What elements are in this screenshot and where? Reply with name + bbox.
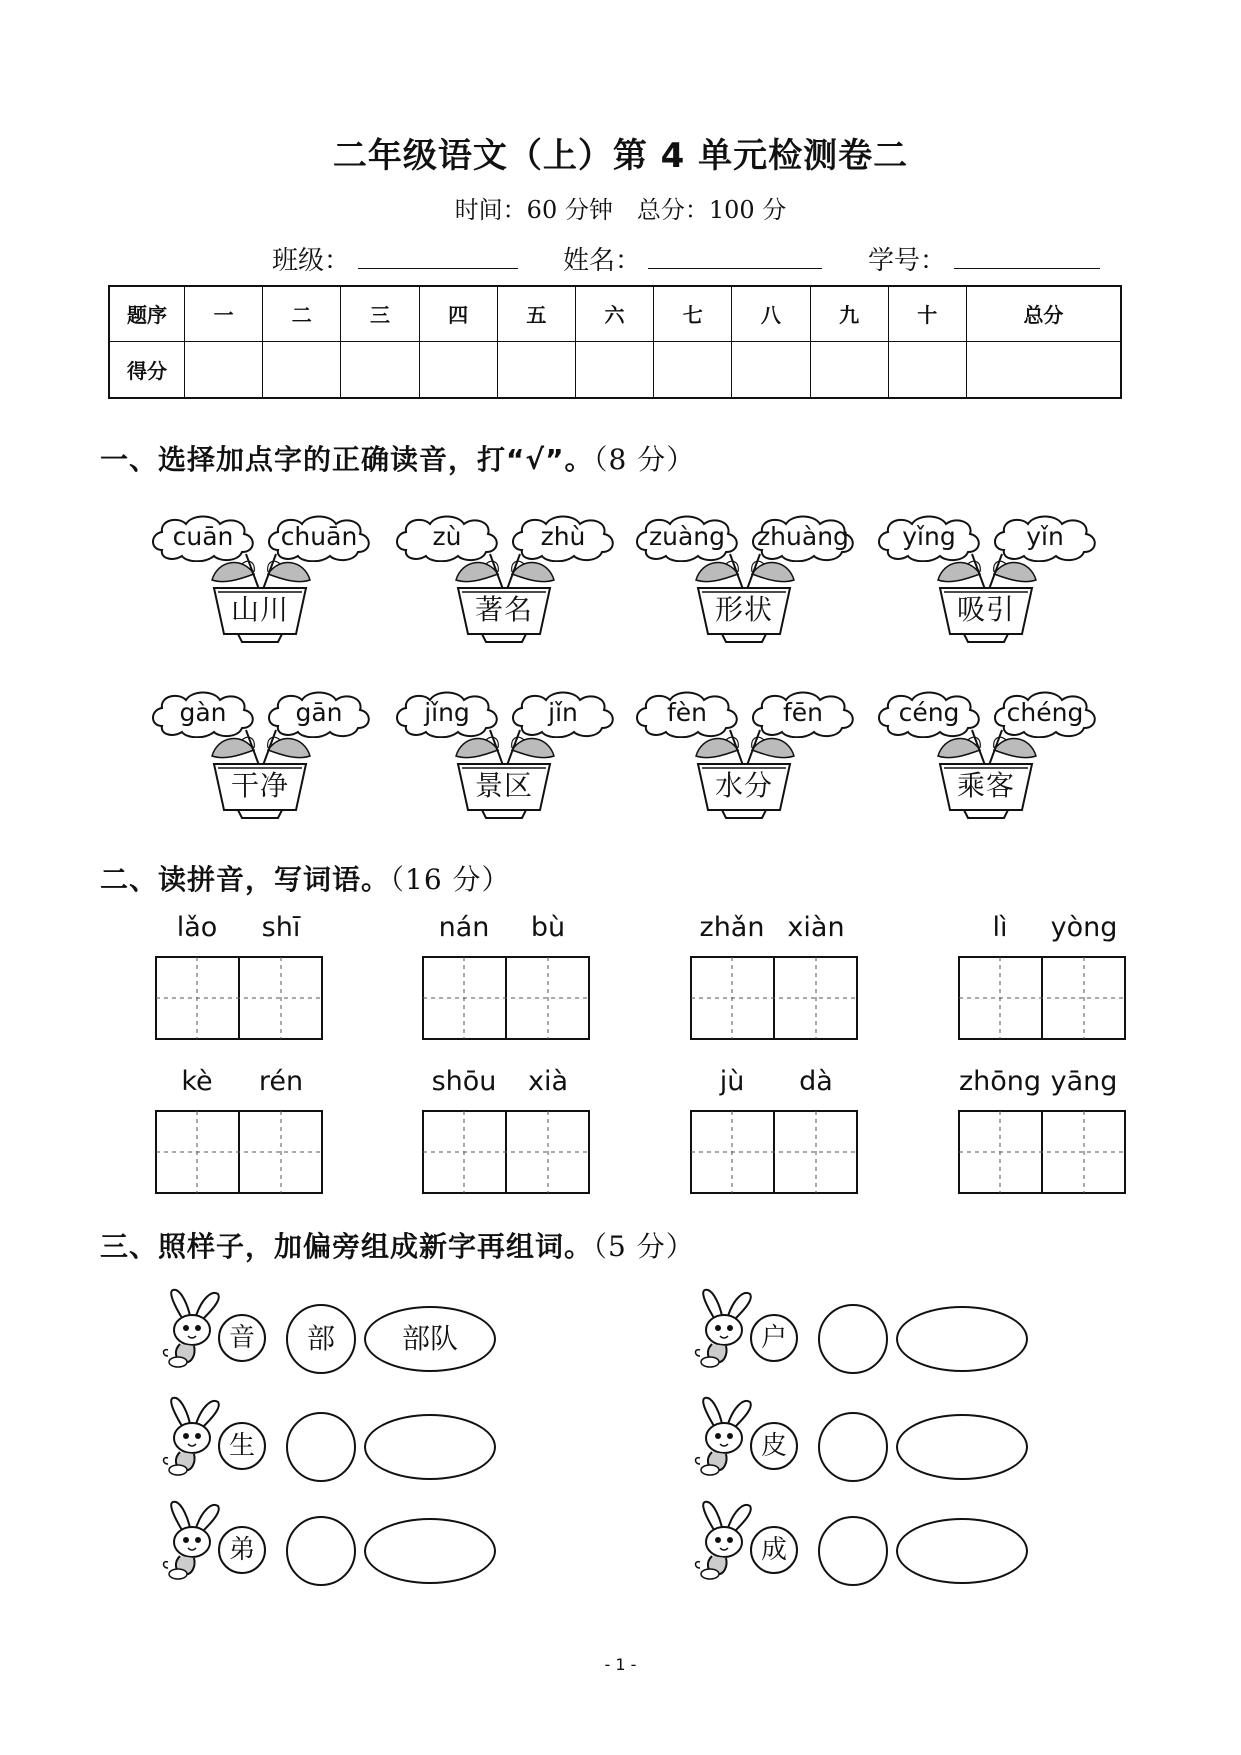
score-col: 四 [419, 286, 497, 341]
writing-grid[interactable] [690, 956, 858, 1040]
base-character: 皮 [750, 1422, 798, 1470]
new-character-circle[interactable] [286, 1412, 356, 1482]
target-word: 吸引 [956, 593, 1015, 626]
new-character-circle[interactable]: 部 [286, 1304, 356, 1374]
score-cell[interactable] [654, 341, 732, 398]
section-1-heading [100, 438, 695, 478]
score-col: 六 [575, 286, 653, 341]
pinyin-syllable-2: xià [527, 1066, 569, 1097]
score-cell[interactable] [810, 341, 888, 398]
flower-pot [694, 584, 794, 644]
writing-grid[interactable] [155, 956, 323, 1040]
target-word: 干净 [230, 769, 289, 802]
pinyin-syllable-1: nán [438, 912, 490, 943]
word-oval[interactable] [364, 1518, 496, 1584]
pinyin-syllable-2: yòng [1050, 912, 1118, 943]
base-character: 音 [218, 1314, 266, 1362]
pinyin-option-1: yǐng [902, 522, 956, 551]
section-1-title: 一、选择加点字的正确读音，打“√”。 [100, 443, 594, 476]
pinyin-option-1: jǐng [424, 698, 470, 727]
writing-grid[interactable] [155, 1110, 323, 1194]
target-word: 著名 [474, 593, 533, 626]
pinyin-option-2: zhù [540, 522, 586, 551]
score-table-row-label: 得分 [109, 341, 185, 398]
writing-grid[interactable] [958, 1110, 1126, 1194]
word-oval[interactable] [896, 1518, 1028, 1584]
class-label: 班级： [272, 246, 351, 276]
score-col: 八 [732, 286, 810, 341]
pinyin-option-1: zuàng [648, 522, 725, 551]
score-cell[interactable] [966, 341, 1121, 398]
score-cell[interactable] [185, 341, 263, 398]
pinyin-option-2: chéng [1006, 698, 1084, 727]
section-3-points: （5 分） [593, 1230, 695, 1263]
score-cell[interactable] [575, 341, 653, 398]
base-character: 成 [750, 1526, 798, 1574]
flower-pot [936, 760, 1036, 820]
score-cell[interactable] [341, 341, 419, 398]
class-field[interactable] [358, 268, 518, 269]
section-2-points: （16 分） [390, 863, 511, 896]
writing-grid[interactable] [422, 956, 590, 1040]
pinyin-syllable-2: shī [261, 912, 301, 943]
pinyin-syllable-2: rén [258, 1066, 304, 1097]
pinyin-syllable-1: lì [992, 912, 1008, 943]
pinyin-syllable-2: xiàn [787, 912, 845, 943]
word-oval[interactable]: 部队 [364, 1306, 496, 1372]
pinyin-syllable-2: yāng [1050, 1066, 1118, 1097]
name-field[interactable] [648, 268, 822, 269]
new-character-circle[interactable] [818, 1304, 888, 1374]
pinyin-option-2: fēn [782, 698, 824, 727]
word-oval[interactable] [364, 1414, 496, 1480]
pinyin-option-2: gān [295, 698, 343, 727]
name-label: 姓名： [563, 246, 642, 276]
section-1-points: （8 分） [593, 443, 696, 476]
section-2-heading [100, 858, 511, 898]
score-col: 二 [263, 286, 341, 341]
pinyin-option-2: jǐn [548, 698, 578, 727]
pinyin-syllable-2: dà [799, 1066, 833, 1097]
student-id-label: 学号： [868, 246, 947, 276]
target-word: 水分 [714, 769, 773, 802]
pinyin-option-1: céng [898, 698, 960, 727]
flower-pot [694, 760, 794, 820]
flower-pot [454, 584, 554, 644]
pinyin-option-2: zhuàng [757, 522, 849, 551]
writing-grid[interactable] [422, 1110, 590, 1194]
score-col: 七 [654, 286, 732, 341]
score-col: 十 [888, 286, 966, 341]
score-cell[interactable] [732, 341, 810, 398]
pinyin-syllable-1: zhōng [958, 1066, 1042, 1097]
target-word: 形状 [714, 593, 773, 626]
pinyin-syllable-1: shōu [431, 1066, 497, 1097]
new-character-circle[interactable] [818, 1516, 888, 1586]
target-word: 山川 [230, 593, 289, 626]
pinyin-syllable-1: jù [719, 1066, 745, 1097]
word-oval[interactable] [896, 1306, 1028, 1372]
new-character-circle[interactable] [818, 1412, 888, 1482]
page-title: 二年级语文（上）第 4 单元检测卷二 [332, 136, 909, 176]
word-oval[interactable] [896, 1414, 1028, 1480]
pinyin-syllable-2: bù [530, 912, 566, 943]
pinyin-option-1: zù [432, 522, 462, 551]
score-table [108, 285, 1122, 399]
exam-time-and-score: 时间：60 分钟 总分：100 分 [454, 196, 787, 224]
target-word: 乘客 [956, 769, 1015, 802]
score-col: 一 [185, 286, 263, 341]
score-cell[interactable] [263, 341, 341, 398]
section-2-title: 二、读拼音，写词语。 [100, 863, 391, 896]
flower-pot [210, 584, 310, 644]
target-word: 景区 [474, 769, 533, 802]
flower-pot [454, 760, 554, 820]
flower-pot [936, 584, 1036, 644]
student-id-field[interactable] [954, 268, 1100, 269]
page-number: - 1 - [604, 1655, 637, 1674]
writing-grid[interactable] [958, 956, 1126, 1040]
flower-pot [210, 760, 310, 820]
pinyin-option-2: chuān [280, 522, 358, 551]
base-character: 户 [750, 1314, 798, 1362]
section-3-title: 三、照样子，加偏旁组成新字再组词。 [100, 1230, 594, 1263]
pinyin-syllable-1: lǎo [176, 912, 218, 943]
pinyin-option-1: fèn [666, 698, 708, 727]
base-character: 生 [218, 1422, 266, 1470]
pinyin-option-2: yǐn [1026, 522, 1064, 551]
score-cell[interactable] [888, 341, 966, 398]
score-cell[interactable] [419, 341, 497, 398]
score-col: 九 [810, 286, 888, 341]
score-col: 三 [341, 286, 419, 341]
writing-grid[interactable] [690, 1110, 858, 1194]
pinyin-option-1: gàn [179, 698, 227, 727]
score-col: 五 [497, 286, 575, 341]
score-col: 总分 [966, 286, 1121, 341]
score-cell[interactable] [497, 341, 575, 398]
score-table-header-label: 题序 [109, 286, 185, 341]
pinyin-option-1: cuān [172, 522, 234, 551]
base-character: 弟 [218, 1526, 266, 1574]
pinyin-syllable-1: kè [181, 1066, 213, 1097]
section-3-heading [100, 1225, 695, 1265]
new-character-circle[interactable] [286, 1516, 356, 1586]
pinyin-syllable-1: zhǎn [699, 912, 765, 943]
